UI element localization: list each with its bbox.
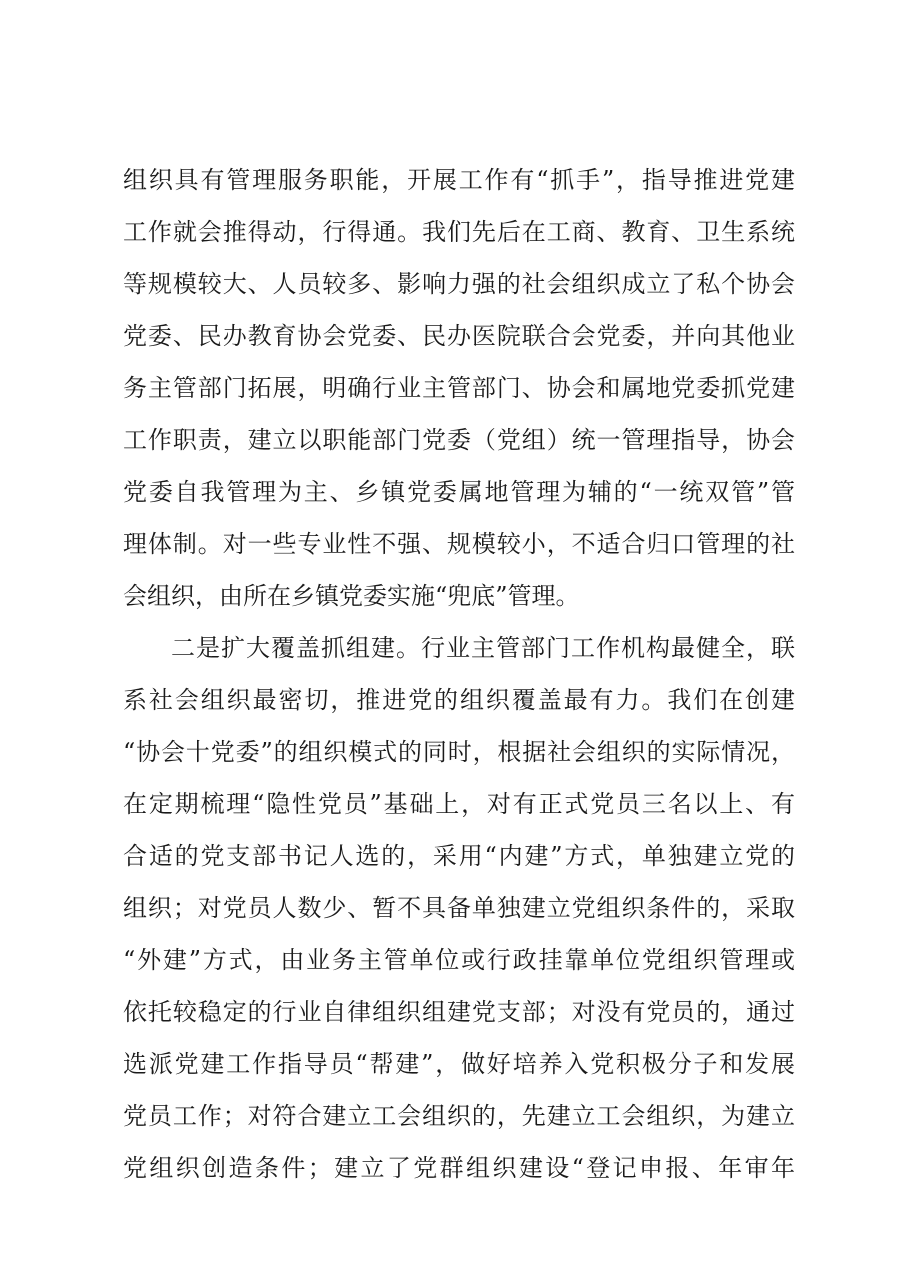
paragraph-line: 选派党建工作指导员“帮建”，做好培养入党积极分子和发展: [123, 1050, 795, 1078]
paragraph-line: 会组织，由所在乡镇党委实施“兜底”管理。: [123, 582, 580, 610]
paragraph-line: 等规模较大、人员较多、影响力强的社会组织成立了私个协会: [123, 270, 795, 298]
paragraph-line: 依托较稳定的行业自律组织组建党支部；对没有党员的，通过: [123, 998, 795, 1026]
paragraph-line: 在定期梳理“隐性党员”基础上，对有正式党员三名以上、有: [123, 790, 795, 818]
paragraph-line: 组织；对党员人数少、暂不具备单独建立党组织条件的，采取: [123, 894, 795, 922]
paragraph-line: 党员工作；对符合建立工会组织的，先建立工会组织，为建立: [123, 1102, 795, 1130]
paragraph-line: 工作就会推得动，行得通。我们先后在工商、教育、卫生系统: [123, 218, 795, 246]
paragraph-line: 二是扩大覆盖抓组建。行业主管部门工作机构最健全，联: [171, 634, 795, 662]
paragraph-line: 理体制。对一些专业性不强、规模较小，不适合归口管理的社: [123, 530, 795, 558]
paragraph-line: “协会十党委”的组织模式的同时，根据社会组织的实际情况，: [123, 738, 795, 766]
paragraph-line: 党委、民办教育协会党委、民办医院联合会党委，并向其他业: [123, 322, 795, 350]
paragraph-line: “外建”方式，由业务主管单位或行政挂靠单位党组织管理或: [123, 946, 795, 974]
paragraph-line: 系社会组织最密切，推进党的组织覆盖最有力。我们在创建: [123, 686, 795, 714]
paragraph-line: 合适的党支部书记人选的，采用“内建”方式，单独建立党的: [123, 842, 795, 870]
paragraph-line: 党委自我管理为主、乡镇党委属地管理为辅的“一统双管”管: [123, 478, 795, 506]
paragraph-line: 党组织创造条件；建立了党群组织建设“登记申报、年审年: [123, 1154, 795, 1182]
paragraph-line: 务主管部门拓展，明确行业主管部门、协会和属地党委抓党建: [123, 374, 795, 402]
paragraph-line: 组织具有管理服务职能，开展工作有“抓手”，指导推进党建: [123, 166, 795, 194]
paragraph-line: 工作职责，建立以职能部门党委（党组）统一管理指导，协会: [123, 426, 795, 454]
